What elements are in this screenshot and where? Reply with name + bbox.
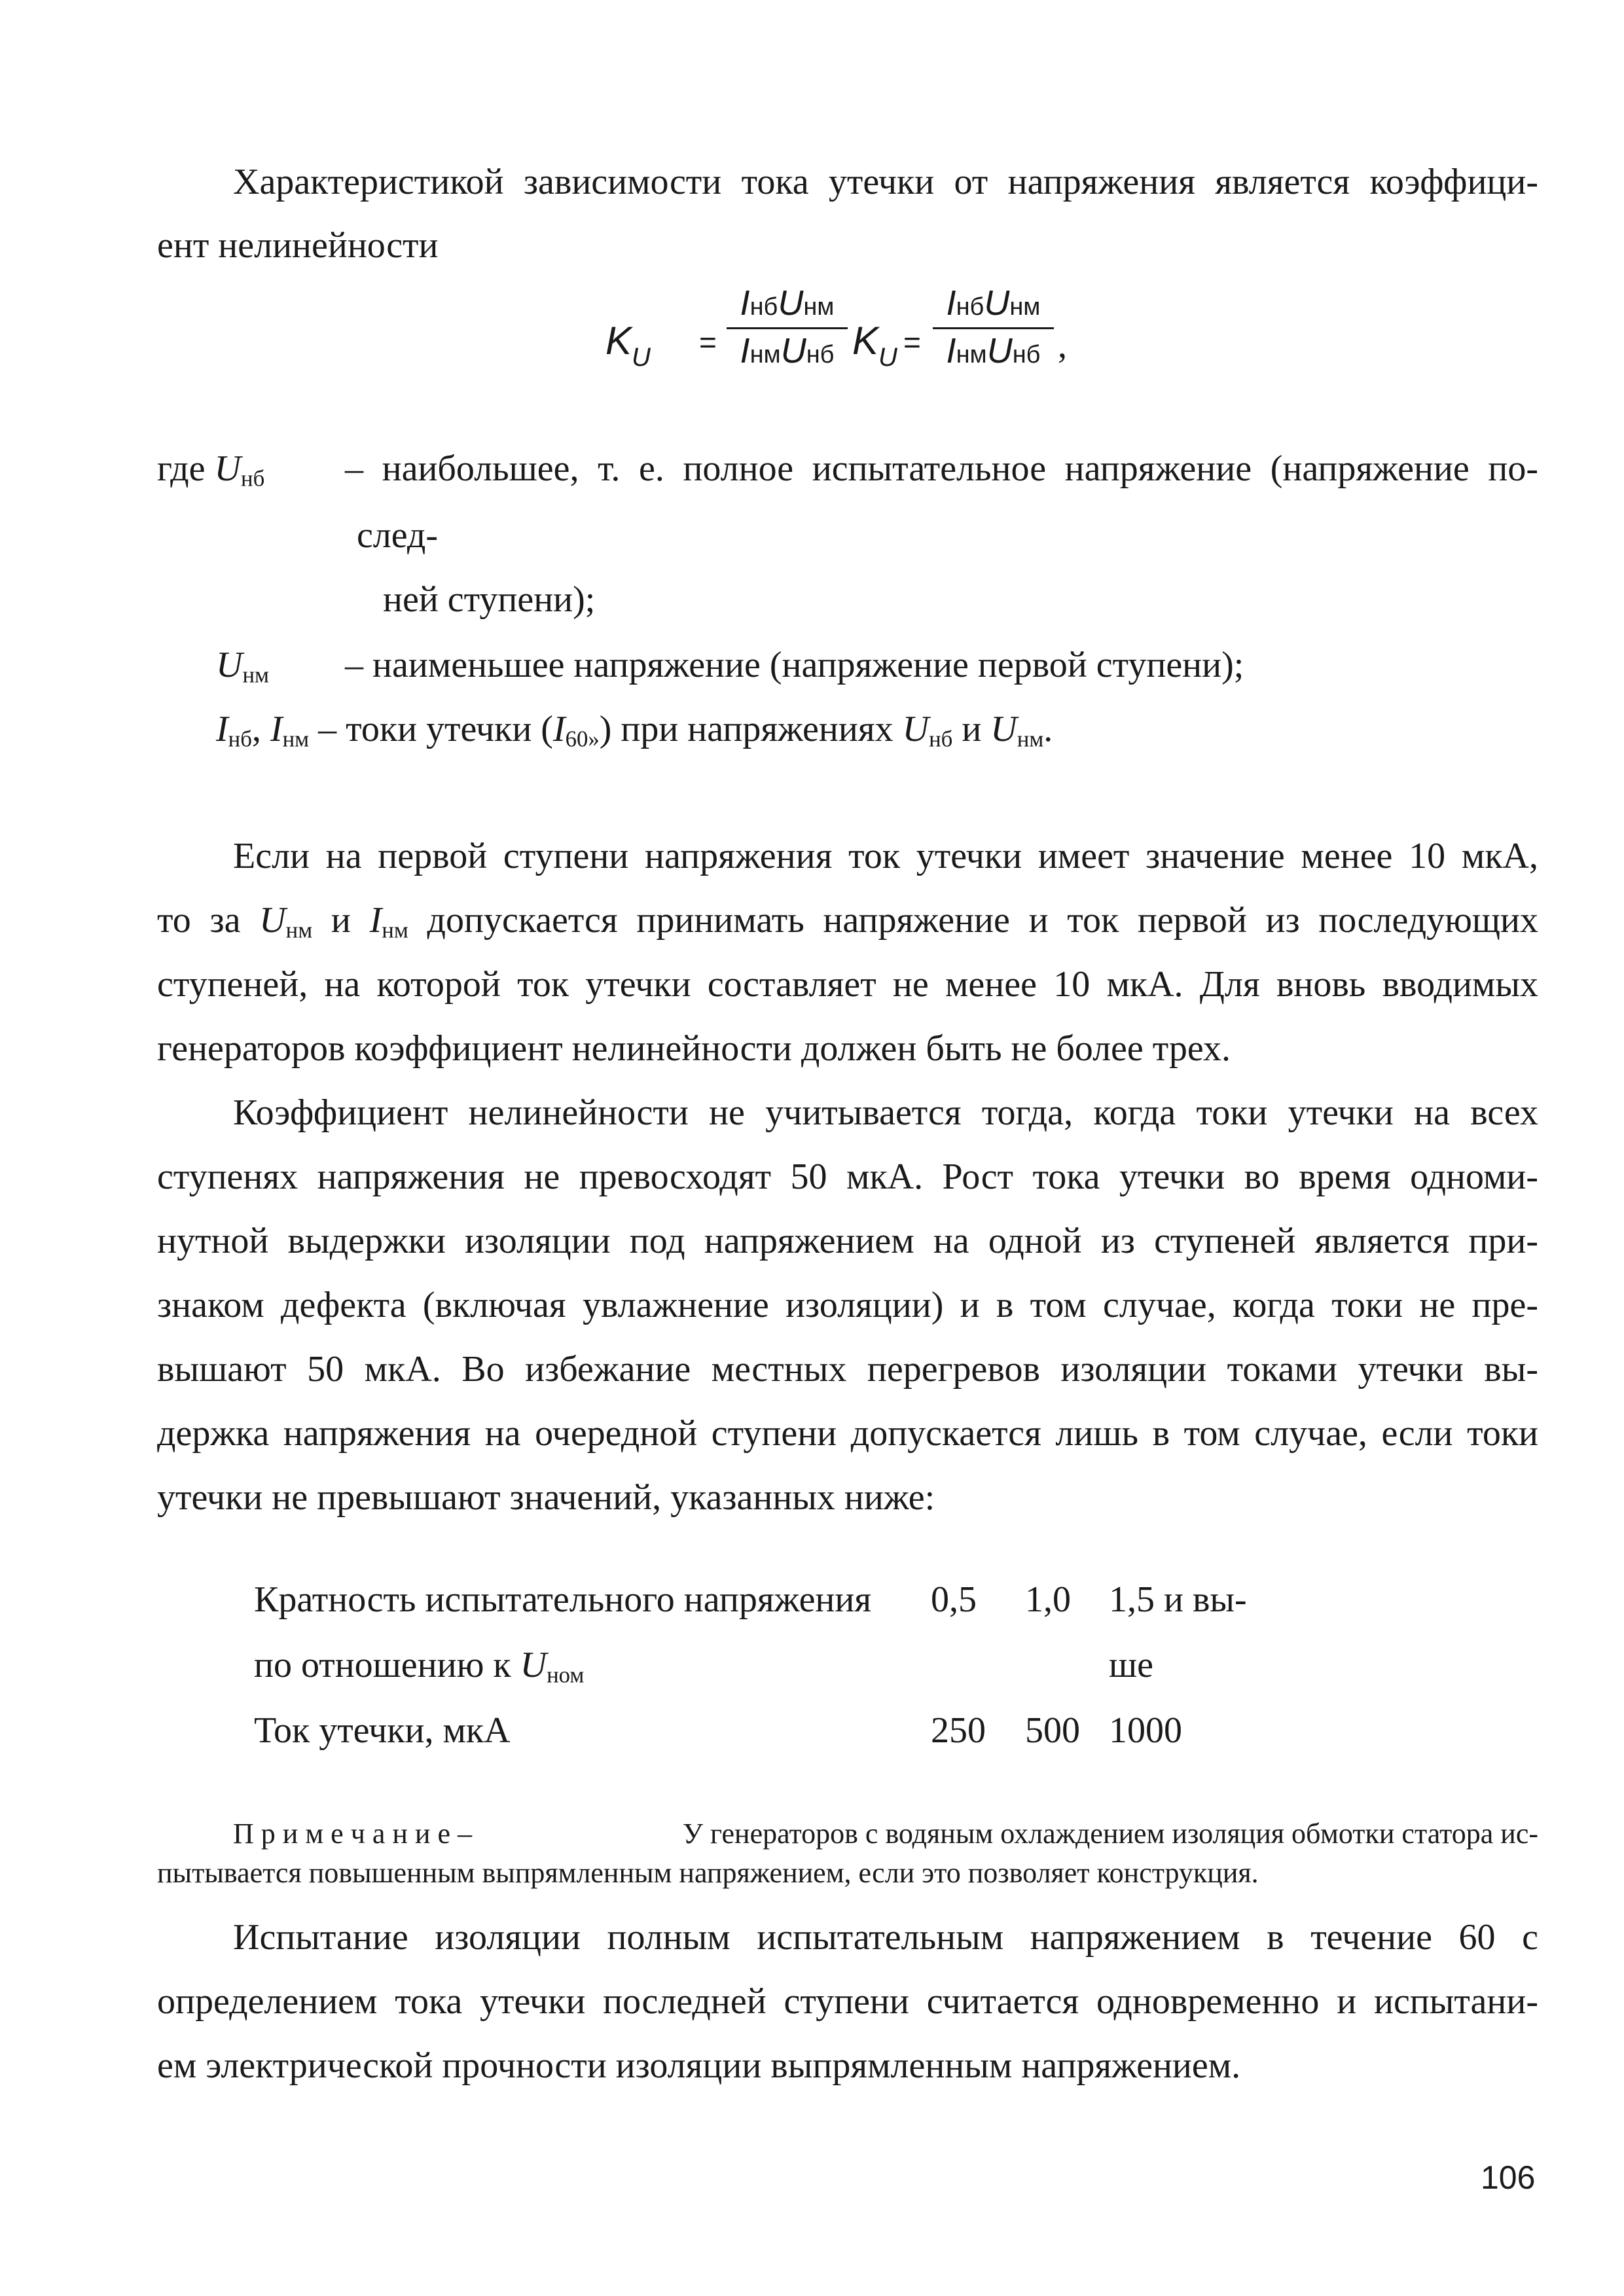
def-u-nb-symbol: где $U_{нб}$ (157, 448, 265, 492)
para2-line-4: генераторов коэффициент нелинейности должен быть не более трех. (157, 1028, 1231, 1069)
para4-line-2: определением тока утечки последней ступени считается одновременно и испытани- (157, 1981, 1538, 2022)
formula-k-2: $K_U$ (852, 319, 897, 372)
para3-line-3: нутной выдержки изоляции под напряжением на одной из ступеней является при- (157, 1221, 1538, 1261)
para2-line-3: ступеней, на которой ток утечки составляет не менее 10 мкА. Для вновь вводимых (157, 964, 1538, 1005)
para3-line-4: знаком дефекта (включая увлажнение изоляции) и в том случае, когда токи не пре- (157, 1285, 1538, 1325)
para3-line-1: Коэффициент нелинейности не учитывается тогда, когда токи утечки на всех (233, 1092, 1538, 1133)
formula-k-1: $K_U$ (605, 319, 651, 372)
formula-comma: , (1058, 325, 1067, 366)
intro-line-1: Характеристикой зависимости тока утечки от напряжения является коэффици- (233, 162, 1538, 202)
table-cell-ratio-1: 0,5 (931, 1579, 977, 1620)
def-leakage-currents: $I_{нб}$, $I_{нм}$ – токи утечки $(I_{60»})$ при напряжениях $U_{нб}$ и $U_{нм}$. (216, 709, 1053, 752)
page-number: 106 (1481, 2159, 1536, 2196)
def-u-nb-text-2: след- (357, 515, 439, 556)
def-u-nm-text: – наименьшее напряжение (напряжение первой ступени); (345, 645, 1244, 685)
formula-eq-2: = (903, 325, 921, 359)
note-line-2: пытывается повышенным выпрямленным напряжением, если это позволяет конструкция. (157, 1857, 1259, 1889)
table-row1-label: Кратность испытательного напряжения (254, 1579, 872, 1620)
def-u-nb-text-3: ней ступени); (383, 579, 596, 620)
note-text-1: У генераторов с водяным охлаждением изоляция обмотки статора ис- (682, 1818, 1538, 1850)
formula-fraction-1: IнбUнм IнмUнб (727, 285, 848, 368)
para4-line-3: ем электрической прочности изоляции выпрямленным напряжением. (157, 2045, 1241, 2086)
para3-line-5: вышают 50 мкА. Во избежание местных перегревов изоляции токами утечки вы- (157, 1349, 1538, 1390)
table-cell-ratio-3b: ше (1109, 1645, 1153, 1685)
para4-line-1: Испытание изоляции полным испытательным напряжением в течение 60 с (233, 1917, 1538, 1958)
para2-line-1: Если на первой ступени напряжения ток утечки имеет значение менее 10 мкА, (233, 836, 1538, 876)
para3-line-6: держка напряжения на очередной ступени допускается лишь в том случае, если токи (157, 1413, 1538, 1454)
table-cell-current-3: 1000 (1109, 1710, 1182, 1751)
para2-line-2: то за $U_{нм}$ и $I_{нм}$ допускается принимать напряжение и ток первой из последующих (157, 900, 1539, 943)
intro-line-2: ент нелинейности (157, 225, 439, 266)
para3-line-7: утечки не превышают значений, указанных ниже: (157, 1477, 935, 1518)
table-row2-label: Ток утечки, мкА (254, 1710, 511, 1751)
def-u-nm-symbol: $U_{нм}$ (216, 645, 270, 688)
table-cell-ratio-3: 1,5 и вы- (1109, 1579, 1247, 1620)
formula-eq-1: = (699, 325, 717, 359)
table-cell-current-1: 250 (931, 1710, 986, 1751)
table-cell-ratio-2: 1,0 (1025, 1579, 1071, 1620)
note-line-1 (233, 1820, 1538, 1848)
note-label: П р и м е ч а н и е – (233, 1818, 472, 1850)
para3-line-2: ступенях напряжения не превосходят 50 мкА. Рост тока утечки во время одноми- (157, 1157, 1538, 1197)
formula-fraction-2: IнбUнм IнмUнб (933, 285, 1054, 368)
def-u-nb-text-1: – наибольшее, т. е. полное испытательное напряжение (напряжение по- (345, 448, 1538, 489)
table-cell-current-2: 500 (1025, 1710, 1080, 1751)
table-row1-label-2: по отношению к $U_{ном}$ (254, 1645, 585, 1688)
